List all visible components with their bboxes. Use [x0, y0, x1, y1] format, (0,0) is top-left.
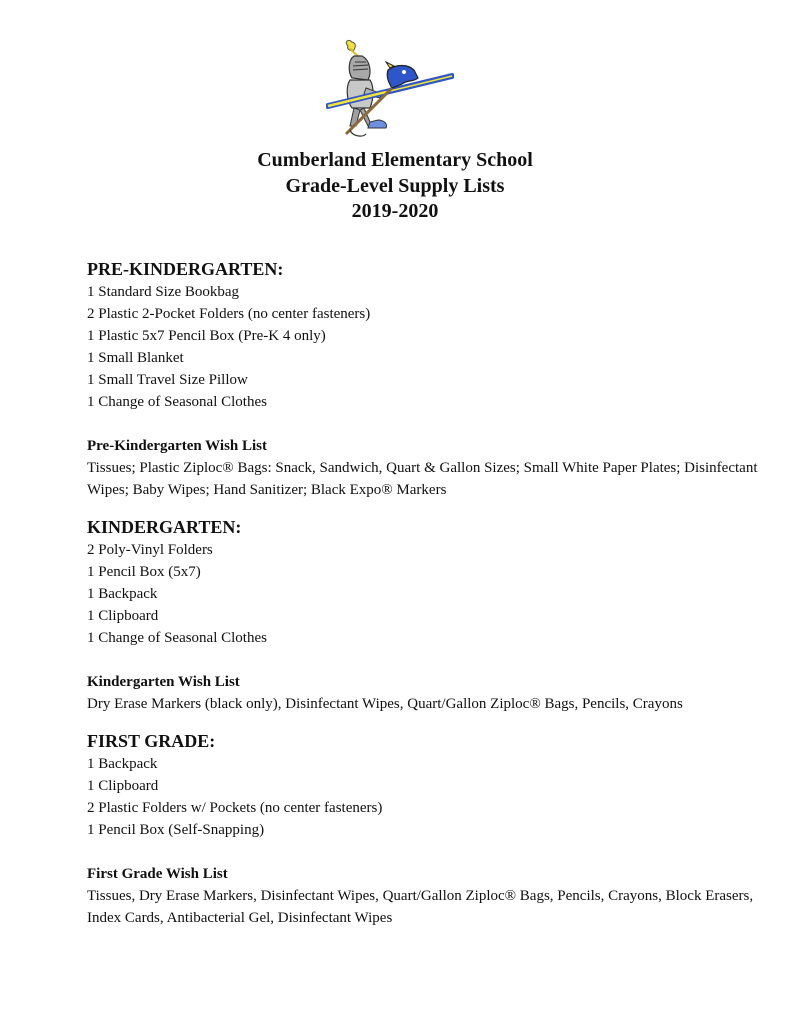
- list-item: 1 Standard Size Bookbag: [87, 284, 240, 300]
- section-title: KINDERGARTEN:: [87, 517, 242, 537]
- knight-mascot-icon: [326, 34, 454, 144]
- list-item: 1 Clipboard: [87, 778, 159, 794]
- section-pre-kindergarten: [87, 257, 767, 501]
- section-first-grade: [87, 729, 767, 929]
- school-name: Cumberland Elementary School: [257, 149, 533, 171]
- list-item: 2 Poly-Vinyl Folders: [87, 542, 213, 558]
- section-title: FIRST GRADE:: [87, 731, 216, 751]
- school-year: 2019-2020: [351, 200, 439, 222]
- list-item: 1 Backpack: [87, 756, 158, 772]
- list-item: 2 Plastic Folders w/ Pockets (no center fasteners): [87, 800, 383, 816]
- list-item: 1 Pencil Box (5x7): [87, 564, 201, 580]
- list-item: 1 Plastic 5x7 Pencil Box (Pre-K 4 only): [87, 328, 326, 344]
- list-item: 1 Clipboard: [87, 608, 159, 624]
- list-item: 1 Small Blanket: [87, 350, 184, 366]
- wish-list-text: Tissues; Plastic Ziploc® Bags: Snack, Sandwich, Quart & Gallon Sizes; Small White Paper Plates; Disinfectant Wipes; Baby Wipes; Hand Sanitizer; Black Expo® Markers: [87, 460, 758, 498]
- supply-lists: [87, 257, 767, 929]
- wish-list-title: Kindergarten Wish List: [87, 674, 240, 690]
- page-title: Grade-Level Supply Lists: [285, 174, 505, 197]
- section-kindergarten: [87, 515, 767, 715]
- list-item: 1 Pencil Box (Self-Snapping): [87, 822, 265, 838]
- page-header: [0, 148, 790, 225]
- wish-list-title: Pre-Kindergarten Wish List: [87, 438, 267, 454]
- list-item: 1 Backpack: [87, 586, 158, 602]
- list-item: 2 Plastic 2-Pocket Folders (no center fasteners): [87, 306, 371, 322]
- wish-list-title: First Grade Wish List: [87, 866, 228, 882]
- section-title: PRE-KINDERGARTEN:: [87, 259, 284, 279]
- list-item: 1 Small Travel Size Pillow: [87, 372, 248, 388]
- list-item: 1 Change of Seasonal Clothes: [87, 630, 267, 646]
- wish-list-text: Dry Erase Markers (black only), Disinfectant Wipes, Quart/Gallon Ziploc® Bags, Pencils, Crayons: [87, 696, 683, 712]
- list-item: 1 Change of Seasonal Clothes: [87, 394, 267, 410]
- wish-list-text: Tissues, Dry Erase Markers, Disinfectant Wipes, Quart/Gallon Ziploc® Bags, Pencils, Crayons, Block Erasers, Index Cards, Antibacterial Gel, Disinfectant Wipes: [87, 888, 754, 926]
